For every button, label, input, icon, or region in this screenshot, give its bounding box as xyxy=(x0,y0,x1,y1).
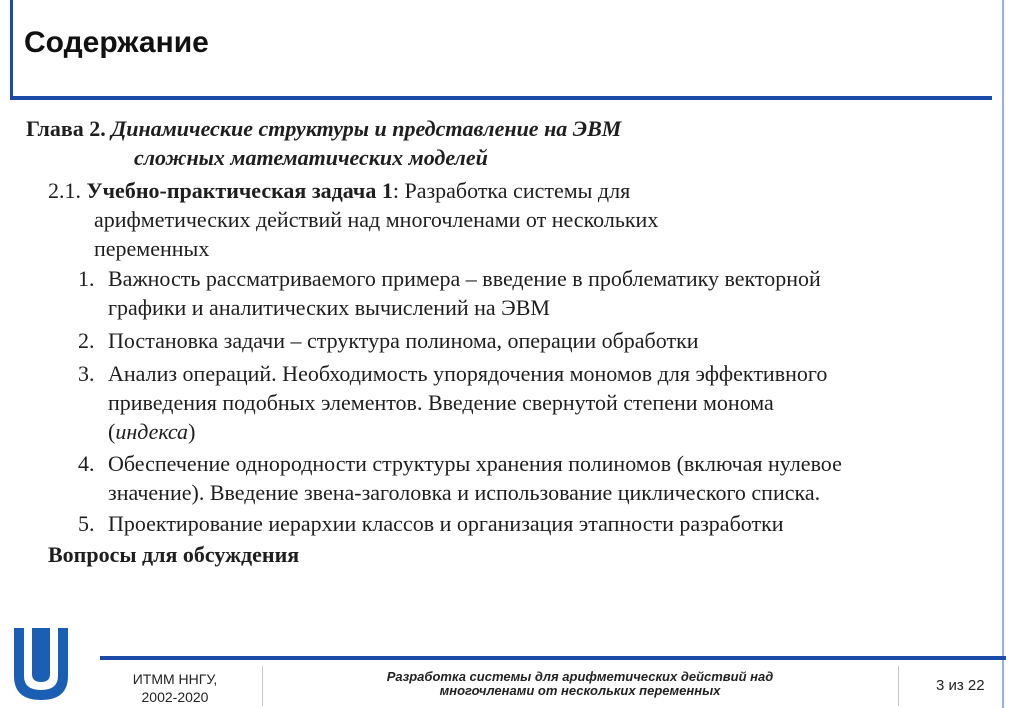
footer-organization xyxy=(112,670,238,706)
list-item-text-line-1: Анализ операций. Необходимость упорядочения мономов для эффективного xyxy=(108,361,828,386)
list-item xyxy=(78,509,1008,538)
chapter-label: Глава 2. xyxy=(26,116,106,141)
list-item-text-line-1: Обеспечение однородности структуры хранения полиномов (включая нулевое xyxy=(108,451,842,476)
list-item-text-line-1: Постановка задачи – структура полинома, операции обработки xyxy=(108,328,699,353)
list-item xyxy=(78,326,1008,355)
list-item xyxy=(78,449,1008,507)
list-item-text-line-2: графики и аналитических вычислений на ЭВМ xyxy=(108,295,550,320)
list-item-number: 2. xyxy=(78,328,95,353)
list-item-number: 3. xyxy=(78,361,95,386)
section-text-line-1: : Разработка системы для xyxy=(392,178,631,203)
section-heading xyxy=(48,176,808,263)
list-item-text-line-2: приведения подобных элементов. Введение свернутой степени монома xyxy=(108,390,774,415)
chapter-title-line-1: Динамические структуры и представление на ЭВМ xyxy=(111,116,622,141)
section-text-line-2: арифметических действий над многочленами от нескольких xyxy=(94,207,659,232)
list-item-number: 1. xyxy=(78,266,95,291)
section-number: 2.1. xyxy=(48,178,81,203)
questions-heading: Вопросы для обсуждения xyxy=(48,542,300,567)
footer-page-number: 3 из 22 xyxy=(936,677,985,694)
list-item-paren-close: ) xyxy=(188,419,196,444)
footer-course-title xyxy=(300,670,860,698)
title-accent-horizontal-line xyxy=(10,96,992,100)
section-text-line-3: переменных xyxy=(94,236,210,261)
footer-accent-line xyxy=(100,656,1006,660)
list-item-italic-term: индекса xyxy=(115,419,189,444)
list-item xyxy=(78,264,1008,322)
footer-divider xyxy=(898,666,899,706)
list-item-text-line-2: значение). Введение звена-заголовка и использование циклического списка. xyxy=(108,480,821,505)
footer-org-line-2: 2002-2020 xyxy=(141,689,209,705)
list-item-text-line-1: Проектирование иерархии классов и организация этапности разработки xyxy=(108,511,784,536)
list-item-number: 4. xyxy=(78,451,95,476)
list-item xyxy=(78,359,1008,446)
footer-course-line-1: Разработка системы для арифметических действий над xyxy=(386,669,774,684)
slide-title: Содержание xyxy=(24,26,209,59)
chapter-heading xyxy=(26,114,786,172)
list-item-paren-open: ( xyxy=(108,419,116,444)
title-accent-vertical-line xyxy=(10,0,13,100)
footer-org-line-1: ИТММ ННГУ, xyxy=(132,671,218,687)
list-item-number: 5. xyxy=(78,511,95,536)
section-lead: Учебно-практическая задача 1 xyxy=(86,178,393,203)
footer-course-line-2: многочленами от нескольких переменных xyxy=(439,683,721,698)
footer-divider xyxy=(262,666,263,706)
list-item-text-line-1: Важность рассматриваемого примера – введение в проблематику векторной xyxy=(108,266,821,291)
university-logo-icon xyxy=(6,624,76,708)
chapter-title-line-2: сложных математических моделей xyxy=(134,145,488,170)
